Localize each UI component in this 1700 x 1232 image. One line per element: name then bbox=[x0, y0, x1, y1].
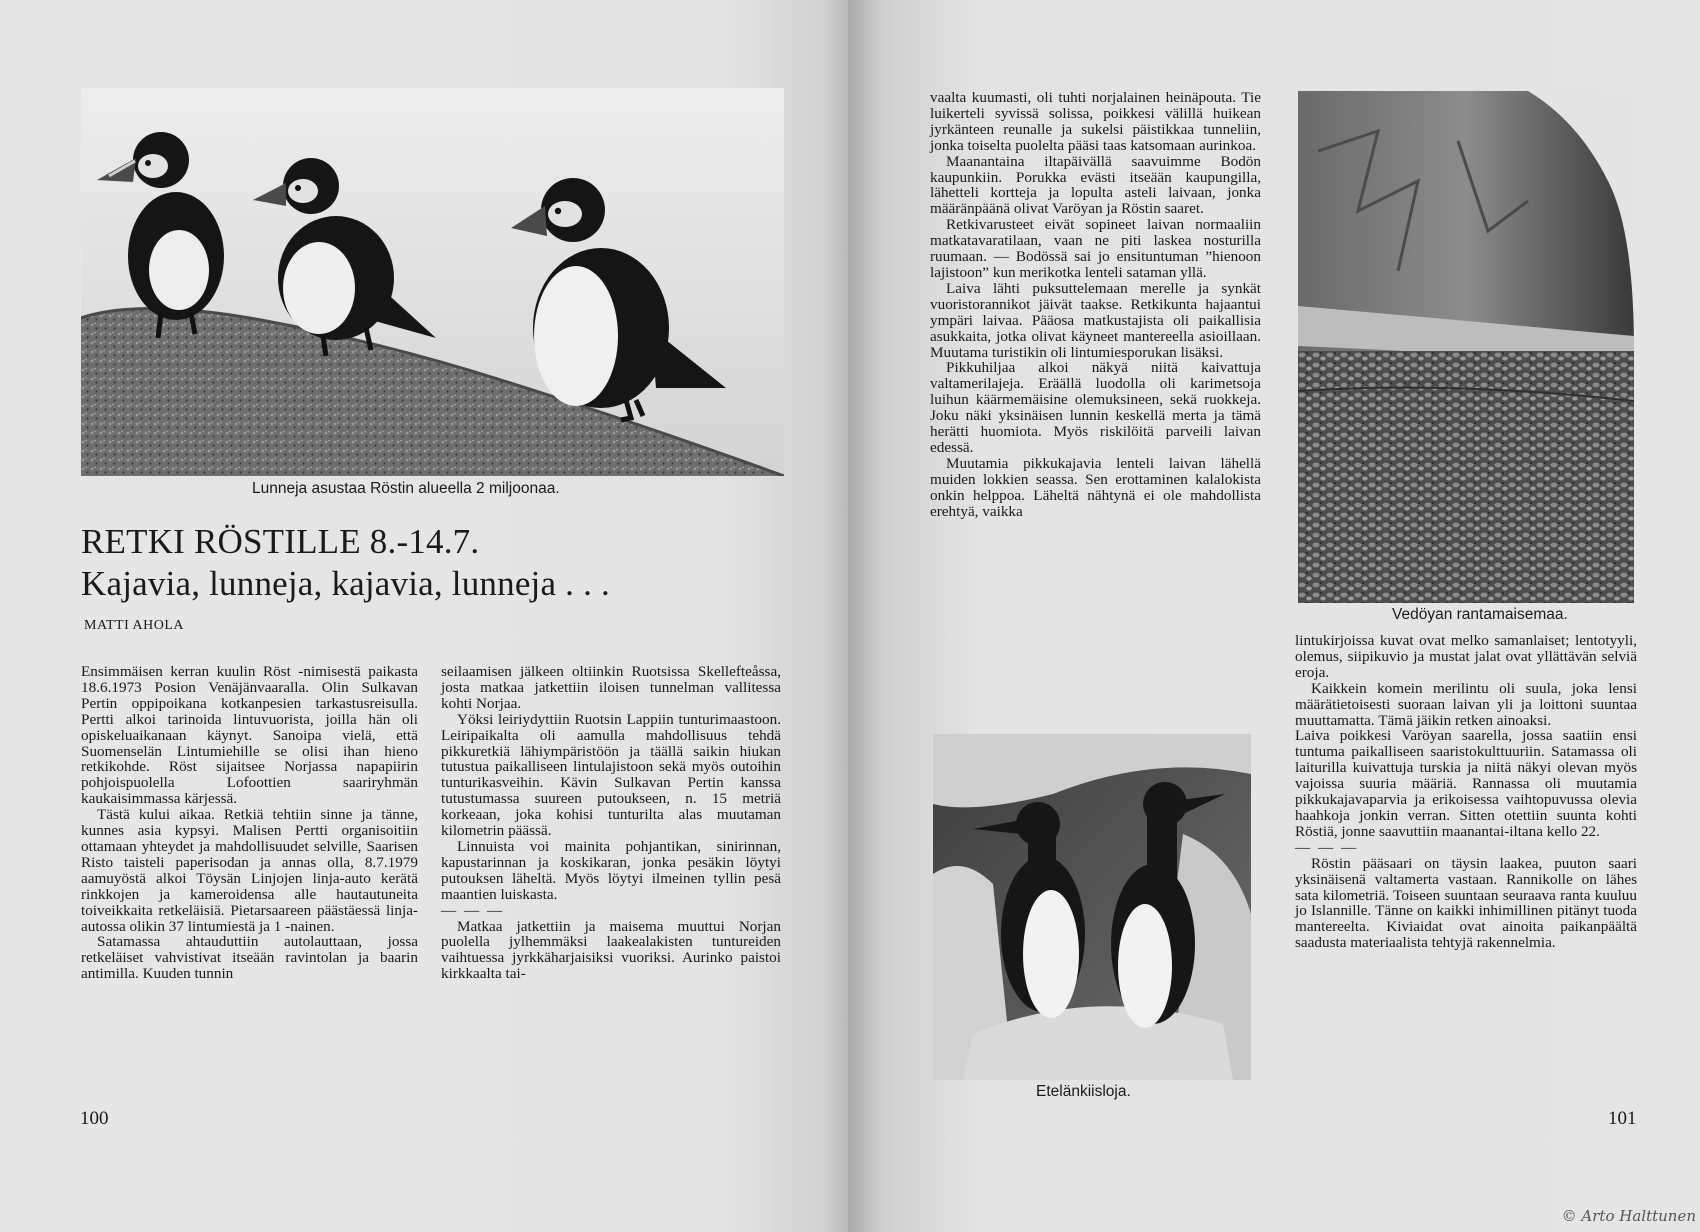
puffins-photo bbox=[81, 88, 784, 476]
paragraph: Ensimmäisen kerran kuulin Röst -nimisestä paikasta 18.6.1973 Posion Venäjänvaaralla. Olin Sulkavan Pertin oppipoikana kotkanpesien tarkastusreisulla. Pertti alkoi tarinoida lintuvuorista, joilla hän oli opiskeluaikanaan käynyt. Sanoipa vielä, että Suomenselän Lintumiehille se olisi ihan hieno retkikohde. Röst sijaitsee Norjassa napapiirin pohjoispuolella Lofoottien saariryhmän kaukaisimmassa kärjessä. bbox=[81, 663, 418, 808]
article-subtitle: Kajavia, lunneja, kajavia, lunneja . . . bbox=[81, 564, 610, 603]
paragraph: Laiva poikkesi Varöyan saarella, jossa saatiin ensi tuntuma paikalliseen saaristokulttuuriin. Satamassa oli laiturilla kuivattuja turskia ja niitä näkyi olevan myös vajoissa suuria määriä. Rannassa oli muutamia pikkukajavaparvia ja erikoisessa vaihtopuvussa olevia haahkoja jonkin verran. Sitten otettiin suunta kohti Röstiä, jonne saavuttiin maanantai-iltana kello 22. bbox=[1295, 727, 1637, 840]
paragraph: seilaamisen jälkeen oltiinkin Ruotsissa Skellefteåssa, josta matkaa jatkettiin iloisen tunnelman vallitessa kohti Norjaa. bbox=[441, 663, 781, 712]
text-column-1 bbox=[81, 664, 418, 982]
paragraph: Laiva lähti puksuttelemaan merelle ja synkät vuoristorannikot jäivät taakse. Retkikunta hajaantui ympäri laivaa. Pääosa matkustajista oli paikallisia asukkaita, jotka olivat käyneet mantereella asioillaan. Muutama turistikin oli lintumiesporukan lisäksi. bbox=[930, 279, 1261, 361]
paragraph: Matkaa jatkettiin ja maisema muuttui Norjan puolella jylhemmäksi laakealakisten tuntureiden vaihtuessa jyrkkäharjaisiksi vuoriksi. Aurinko paistoi kirkkaalta tai- bbox=[441, 917, 781, 983]
author-name: MATTI AHOLA bbox=[84, 618, 184, 633]
text-column-2 bbox=[441, 664, 781, 982]
paragraph: Maanantaina iltapäivällä saavuimme Bodön kaupunkiin. Porukka evästi itseään kaupungilla, lähetteli kortteja ja lopulta asteli laivaan, jonka määränpäänä olivat Varöyan ja Röstin saaret. bbox=[930, 152, 1261, 218]
paragraph: vaalta kuumasti, oli tuhti norjalainen heinäpouta. Tie luikerteli syvissä solissa, poikkesi välillä huikean jyrkänteen reunalle ja sukelsi päistikkaa tunneliin, jonka toiselta puolelta pääsi taas katsomaan aurinkoa. bbox=[930, 89, 1261, 154]
photo-caption: Vedöyan rantamaisemaa. bbox=[1392, 606, 1568, 623]
section-divider: — — — bbox=[1295, 838, 1359, 856]
article-title: RETKI RÖSTILLE 8.-14.7. bbox=[81, 522, 480, 561]
right-page bbox=[848, 0, 1700, 1232]
paragraph: Tästä kului aikaa. Retkiä tehtiin sinne ja tänne, kunnes asia kypsyi. Malisen Pertti organisoitiin ottamaan yhteydet ja mahdollisuudet selville, Saarisen Risto taisteli paperisodan ja annas olla, 8.7.1979 aamuyöstä alkoi Töysän Linjojen linja-auto kerätä rinkkojen ja kameroidensa alle hautautuneita toiveikkaita retkeläisiä. Pietarsaareen päästäessä linja-autossa olikin 37 lintumiestä ja 1 -nainen. bbox=[81, 806, 418, 935]
section-divider: — — — bbox=[441, 901, 505, 919]
paragraph: Muutamia pikkukajavia lenteli laivan lähellä muiden lokkien seassa. Sen erottaminen kalalokista onkin helppoa. Läheltä nähtynä ei ole mahdollista erehtyä, vaikka bbox=[930, 454, 1261, 520]
photo-caption: Etelänkiisloja. bbox=[1036, 1083, 1131, 1100]
paragraph: lintukirjoissa kuvat ovat melko samanlaiset; lentotyyli, olemus, siipikuvio ja mustat jalat ovat yllättävän selviä eroja. bbox=[1295, 632, 1637, 681]
paragraph: Pikkuhiljaa alkoi näkyä niitä kaivattuja valtamerilajeja. Eräällä luodolla oli karimetsoja luihun käärmemäisine olemuksineen, sekä ruokkeja. Joku näki yksinäisen lunnin keskellä merta ja tämä herätti huomiota. Myös riskilöitä parveili laivan edessä. bbox=[930, 359, 1261, 456]
paragraph: Retkivarusteet eivät sopineet laivan normaaliin matkatavaratilaan, vaan ne piti laskea nosturilla ruumaan. — Bodössä sai jo ensituntuman ”hienoon lajistoon” kun merikotka lenteli sataman yllä. bbox=[930, 216, 1261, 281]
paragraph: Satamassa ahtauduttiin autolauttaan, jossa retkeläiset vahvistivat itseään ravintolan ja baarin antimilla. Kuuden tunnin bbox=[81, 933, 418, 983]
coast-photo bbox=[1298, 91, 1634, 603]
left-page bbox=[0, 0, 848, 1232]
photo-caption: Lunneja asustaa Röstin alueella 2 miljoonaa. bbox=[252, 480, 560, 497]
paragraph: Linnuista voi mainita pohjantikan, sinirinnan, kapustarinnan ja koskikaran, jonka pesäkin löytyi putouksen läheltä. Myös löytyi ilmeinen tyllin pesä maantien luiskasta. bbox=[441, 837, 781, 903]
paragraph: Röstin pääsaari on täysin laakea, puuton saari yksinäisenä valtamerta vastaan. Rannikolle on lähes sata kilometriä. Toiseen suuntaan seuraava ranta kuuluu jo Islannille. Tänne on kaikki inhimillinen pitänyt tuoda mantereelta. Kiviaidat ovat ainoita paikanpäältä saadusta materiaalista tehtyjä rakennelmia. bbox=[1295, 854, 1637, 952]
page-number: 100 bbox=[80, 1108, 109, 1129]
copyright-watermark: © Arto Halttunen bbox=[1561, 1207, 1696, 1225]
paragraph: Yöksi leiriydyttiin Ruotsin Lappiin tunturimaastoon. Leiripaikalta oli aamulla mahdollisuus tehdä pikkuretkiä lähiympäristöön ja täällä saikin hiukan tutustua paikalliseen lintulajistoon sekä myös outoihin tunturikasveihin. Kävin Sulkavan Pertin kanssa tutustumassa suureen putoukseen, n. 15 metriä korkeaan, joka kohisi tunturilta alas muutaman kilometrin päässä. bbox=[441, 710, 781, 840]
paragraph: Kaikkein komein merilintu oli suula, joka lensi määrätietoisesti suoraan laivan yli ja loittoni suuntaa muuttamatta. Tämä jäikin retken ainoaksi. bbox=[1295, 679, 1637, 729]
text-column-4 bbox=[1295, 633, 1637, 951]
page-number: 101 bbox=[1608, 1108, 1637, 1129]
text-column-3 bbox=[930, 90, 1261, 519]
guillemots-photo bbox=[933, 734, 1251, 1080]
